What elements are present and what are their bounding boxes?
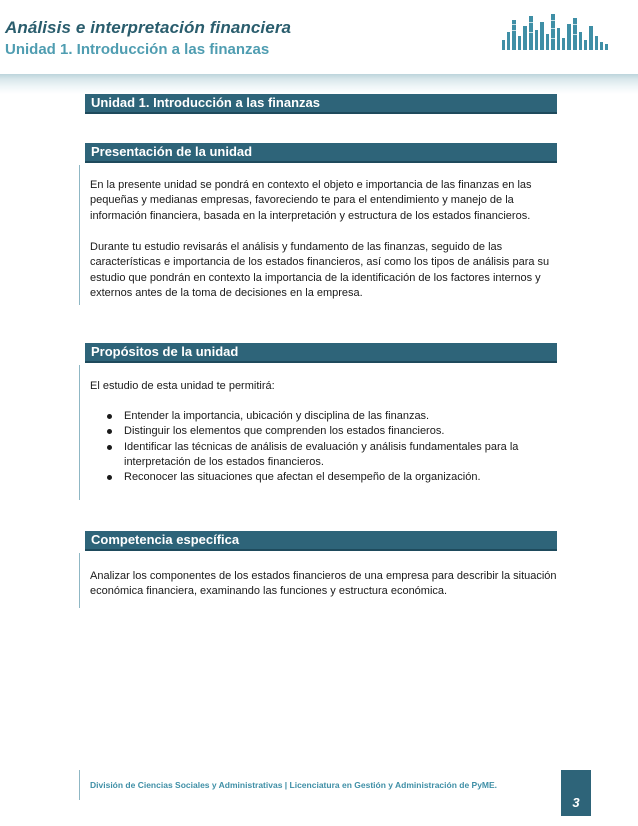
section-left-rule — [79, 165, 80, 305]
competence-text: Analizar los componentes de los estados financieros de una empresa para describir la situación económica financiera, examinando las funciones y estructura económica. — [90, 570, 557, 598]
page-number-box — [561, 770, 591, 816]
presentation-paragraph-2: Durante tu estudio revisarás el análisis y fundamento de las finanzas, seguido de las características e importancia de los estados financieros, así como los tipos de análisis para su estudio que pondrán en contexto la importancia de la identificación de los factores internos y externos antes de la toma de decisiones en la empresa. — [90, 241, 550, 299]
page-number: 3 — [572, 795, 580, 810]
purposes-list — [90, 409, 560, 485]
bullet-icon — [107, 414, 112, 419]
document-title: Análisis e interpretación financiera — [5, 18, 292, 37]
footer-text: División de Ciencias Sociales y Administrativas | Licenciatura en Gestión y Administración de PyME. — [90, 780, 498, 790]
city-skyline-logo — [500, 12, 612, 50]
competence-heading: Competencia específica — [85, 531, 557, 551]
presentation-paragraph-1: En la presente unidad se pondrá en contexto el objeto e importancia de las finanzas en las pequeñas y medianas empresas, favoreciendo te para el entendimiento y manejo de la información financiera, basada en la interpretación y estructura de los estados financieros. — [90, 179, 532, 222]
section-left-rule — [79, 365, 80, 500]
list-item: Identificar las técnicas de análisis de evaluación y análisis fundamentales para la interpretación de los estados financieros. — [90, 440, 560, 471]
list-item: Entender la importancia, ubicación y disciplina de las finanzas. — [90, 409, 560, 424]
unit-title-bar: Unidad 1. Introducción a las finanzas — [85, 94, 557, 114]
bullet-icon — [107, 445, 112, 450]
bullet-icon — [107, 429, 112, 434]
document-subtitle: Unidad 1. Introducción a las finanzas — [5, 41, 270, 58]
bullet-icon — [107, 475, 112, 480]
header-divider — [0, 74, 638, 94]
section-left-rule — [79, 553, 80, 608]
footer-rule — [79, 770, 80, 800]
purposes-heading: Propósitos de la unidad — [85, 343, 557, 363]
list-item: Distinguir los elementos que comprenden los estados financieros. — [90, 424, 560, 439]
purposes-intro: El estudio de esta unidad te permitirá: — [90, 380, 275, 392]
presentation-heading: Presentación de la unidad — [85, 143, 557, 163]
list-item: Reconocer las situaciones que afectan el desempeño de la organización. — [90, 470, 560, 485]
